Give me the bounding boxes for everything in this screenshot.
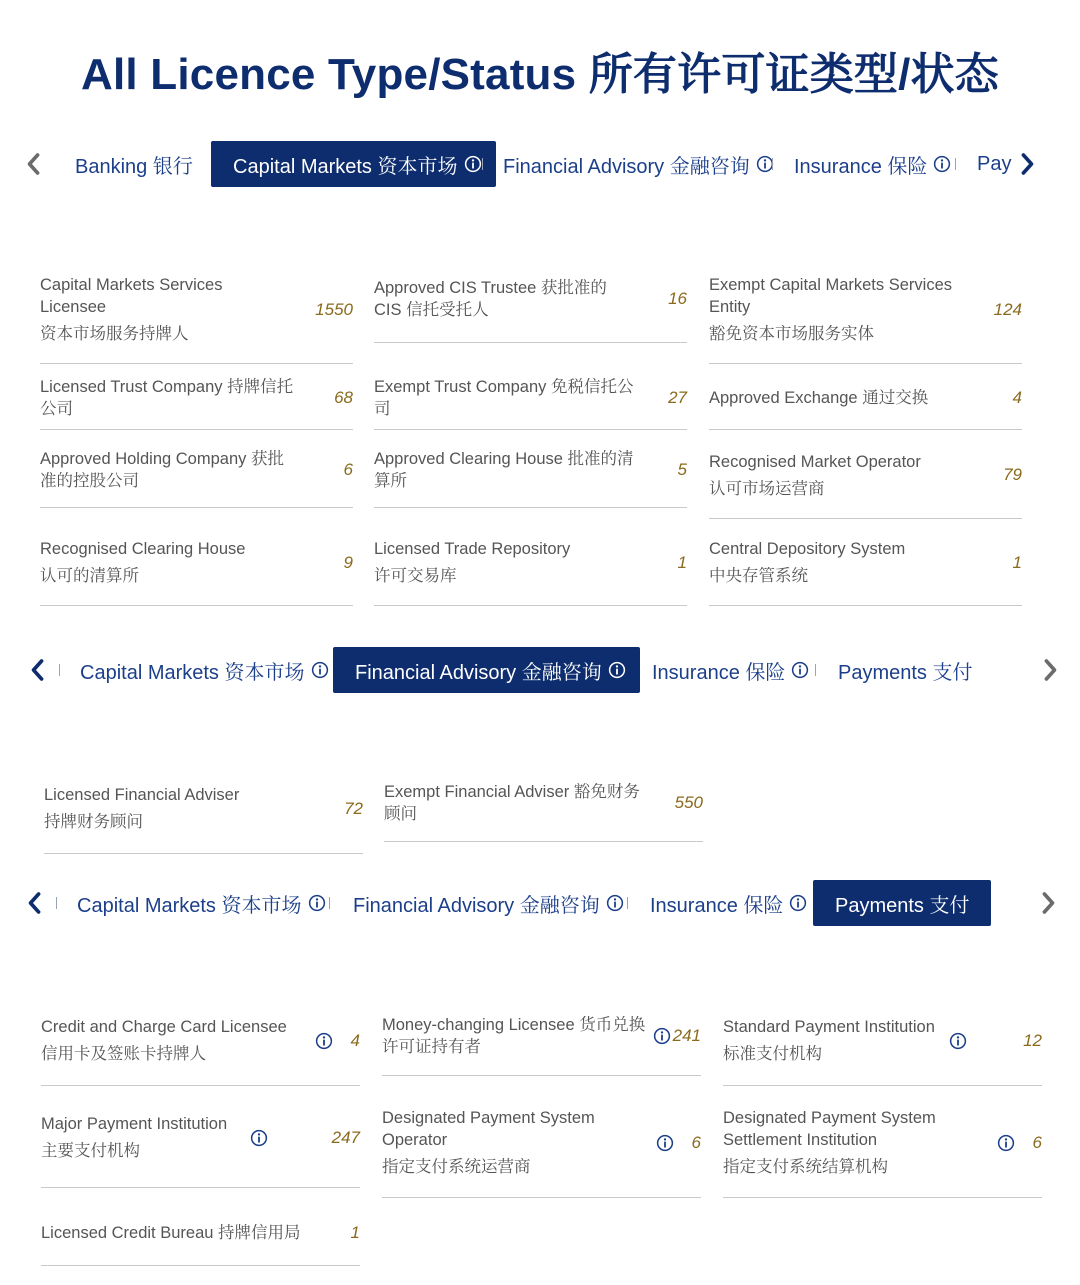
tab-financial-advisory[interactable] bbox=[333, 647, 640, 693]
tab-banking[interactable] bbox=[75, 141, 193, 187]
tab-label: Financial Advisory 金融咨询 bbox=[353, 894, 600, 917]
licence-card[interactable] bbox=[374, 256, 687, 343]
licence-card[interactable] bbox=[41, 1088, 360, 1188]
licence-count: 6 bbox=[1032, 1132, 1042, 1152]
chevron-left-icon bbox=[26, 890, 44, 916]
scroll-right-button[interactable] bbox=[1036, 645, 1064, 695]
licence-count: 247 bbox=[331, 1127, 360, 1147]
scroll-right-button[interactable] bbox=[1034, 878, 1062, 928]
licence-name-zh: 信用卡及签账卡持牌人 bbox=[41, 1045, 206, 1063]
licence-card[interactable] bbox=[374, 366, 687, 430]
info-icon[interactable] bbox=[949, 1032, 967, 1050]
licence-count: 550 bbox=[674, 792, 703, 812]
tab-divider bbox=[329, 897, 330, 909]
licence-name-en: Licensed Trade Repository bbox=[374, 540, 571, 558]
licence-name-en: Central Depository System bbox=[709, 540, 906, 558]
licence-count: 5 bbox=[677, 459, 687, 479]
chevron-left-icon bbox=[25, 151, 43, 177]
licence-count: 1 bbox=[1012, 552, 1022, 572]
tab-divider bbox=[56, 897, 57, 909]
licence-name: Approved Exchange 通过交换 bbox=[709, 388, 929, 407]
info-icon[interactable] bbox=[315, 1032, 333, 1050]
tab-label: Banking 银行 bbox=[75, 155, 193, 178]
licence-card[interactable] bbox=[41, 996, 360, 1086]
licence-count: 27 bbox=[668, 387, 687, 407]
licence-count: 79 bbox=[1003, 465, 1022, 484]
tab-insurance[interactable] bbox=[652, 647, 809, 693]
licence-name-en: Capital Markets Services Licensee bbox=[40, 276, 223, 316]
info-icon[interactable] bbox=[789, 894, 807, 912]
licence-count: 6 bbox=[343, 459, 353, 479]
licence-name: Approved CIS Trustee 获批准的 CIS 信托受托人 bbox=[374, 279, 607, 319]
licence-count: 12 bbox=[1023, 1030, 1042, 1050]
licence-name-en: Standard Payment Institution bbox=[723, 1018, 935, 1036]
licence-count: 9 bbox=[343, 552, 353, 572]
chevron-left-icon bbox=[29, 657, 47, 683]
licence-count: 1550 bbox=[315, 299, 353, 319]
tab-payments-partial[interactable] bbox=[977, 141, 1011, 187]
licence-card[interactable] bbox=[384, 764, 703, 842]
licence-card[interactable] bbox=[41, 1200, 360, 1266]
info-icon[interactable] bbox=[997, 1134, 1015, 1152]
tab-label: Payments 支付 bbox=[835, 894, 970, 917]
licence-name: Approved Holding Company 获批准的控股公司 bbox=[40, 449, 284, 490]
licence-card[interactable] bbox=[40, 256, 353, 364]
info-icon[interactable] bbox=[464, 155, 482, 173]
licence-card[interactable] bbox=[709, 520, 1022, 606]
licence-card[interactable] bbox=[40, 432, 353, 508]
info-icon[interactable] bbox=[308, 894, 326, 912]
licence-name-zh: 持牌财务顾问 bbox=[44, 813, 143, 831]
tab-divider bbox=[815, 664, 816, 676]
licence-name-en: Recognised Market Operator bbox=[709, 452, 921, 471]
licence-name-en: Recognised Clearing House bbox=[40, 540, 246, 558]
licence-name-en: Exempt Capital Markets Services Entity bbox=[709, 276, 952, 316]
tab-label: Capital Markets 资本市场 bbox=[77, 894, 302, 917]
licence-count: 241 bbox=[672, 1025, 701, 1045]
chevron-right-icon bbox=[1018, 151, 1036, 177]
licence-card[interactable] bbox=[723, 996, 1042, 1086]
tab-label: Financial Advisory 金融咨询 bbox=[355, 661, 602, 684]
licence-card[interactable] bbox=[44, 764, 363, 854]
licence-count: 124 bbox=[993, 299, 1022, 319]
licence-name: Licensed Credit Bureau 持牌信用局 bbox=[41, 1223, 301, 1242]
licence-card[interactable] bbox=[709, 432, 1022, 519]
tab-label: Insurance 保险 bbox=[652, 661, 786, 684]
licence-name-zh: 资本市场服务持牌人 bbox=[40, 325, 189, 343]
tab-divider bbox=[955, 158, 956, 170]
licence-card[interactable] bbox=[723, 1088, 1042, 1198]
info-icon[interactable] bbox=[933, 155, 951, 173]
licence-count: 1 bbox=[350, 1222, 360, 1242]
info-icon[interactable] bbox=[656, 1134, 674, 1152]
licence-card[interactable] bbox=[374, 432, 687, 508]
info-icon[interactable] bbox=[311, 661, 329, 679]
tab-divider bbox=[627, 897, 628, 909]
licence-card[interactable] bbox=[382, 1088, 701, 1198]
licence-name-zh: 认可市场运营商 bbox=[709, 479, 825, 498]
tab-label: Insurance 保险 bbox=[794, 155, 928, 178]
licence-name: Exempt Trust Company 免税信托公司 bbox=[374, 377, 634, 418]
info-icon[interactable] bbox=[791, 661, 809, 679]
tab-label: Financial Advisory 金融咨询 bbox=[503, 155, 750, 178]
info-icon[interactable] bbox=[250, 1129, 268, 1147]
tab-capital-markets[interactable] bbox=[77, 880, 326, 926]
tab-financial-advisory[interactable] bbox=[353, 880, 624, 926]
licence-count: 1 bbox=[677, 552, 687, 572]
licence-name: Approved Clearing House 批准的清算所 bbox=[374, 449, 634, 490]
tab-divider bbox=[59, 664, 60, 676]
licence-name-en: Designated Payment System Settlement Institution bbox=[723, 1109, 936, 1149]
licence-name-zh: 许可交易库 bbox=[374, 567, 457, 585]
licence-name-zh: 认可的清算所 bbox=[40, 567, 139, 585]
tab-divider bbox=[772, 158, 773, 170]
chevron-right-icon bbox=[1039, 890, 1057, 916]
licence-name-zh: 指定支付系统运营商 bbox=[382, 1158, 531, 1176]
licence-name-en: Credit and Charge Card Licensee bbox=[41, 1018, 287, 1036]
licence-name-en: Major Payment Institution bbox=[41, 1115, 228, 1133]
licence-card[interactable] bbox=[709, 366, 1022, 430]
licence-card[interactable] bbox=[374, 520, 687, 606]
tab-label: Payments 支付 bbox=[838, 661, 973, 684]
tab-strip-2 bbox=[0, 645, 1080, 695]
tab-capital-markets[interactable] bbox=[211, 141, 496, 187]
licence-count: 4 bbox=[1012, 387, 1022, 407]
licence-count: 72 bbox=[344, 798, 363, 818]
scroll-right-button[interactable] bbox=[1013, 139, 1041, 189]
tab-insurance[interactable] bbox=[794, 141, 951, 187]
page-title: All Licence Type/Status 所有许可证类型/状态 bbox=[81, 50, 999, 99]
licence-name-zh: 标准支付机构 bbox=[723, 1045, 822, 1063]
licence-name-zh: 指定支付系统结算机构 bbox=[723, 1158, 888, 1176]
tab-label: Capital Markets 资本市场 bbox=[80, 661, 305, 684]
tab-capital-markets[interactable] bbox=[80, 647, 329, 693]
licence-count: 16 bbox=[668, 289, 687, 308]
licence-card[interactable] bbox=[40, 366, 353, 430]
licence-name: Exempt Financial Adviser 豁免财务顾问 bbox=[384, 782, 640, 823]
tab-strip-1 bbox=[0, 139, 1080, 189]
info-icon[interactable] bbox=[653, 1027, 671, 1045]
tab-divider bbox=[482, 158, 483, 170]
licence-count: 6 bbox=[691, 1132, 701, 1152]
tab-financial-advisory[interactable] bbox=[503, 141, 774, 187]
licence-name-zh: 主要支付机构 bbox=[41, 1142, 140, 1160]
tab-label: Insurance 保险 bbox=[650, 894, 784, 917]
info-icon[interactable] bbox=[608, 661, 626, 679]
tab-label: Capital Markets 资本市场 bbox=[233, 155, 458, 178]
licence-count: 4 bbox=[350, 1030, 360, 1050]
licence-card[interactable] bbox=[709, 256, 1022, 364]
licence-name: Licensed Trust Company 持牌信托公司 bbox=[40, 377, 294, 418]
licence-name-zh: 中央存管系统 bbox=[709, 567, 808, 585]
scroll-left-button[interactable] bbox=[21, 878, 49, 928]
licence-card[interactable] bbox=[382, 996, 701, 1076]
tab-payments[interactable] bbox=[813, 880, 991, 926]
licence-name: Money-changing Licensee 货币兑换许可证持有者 bbox=[382, 1015, 646, 1056]
tab-strip-3 bbox=[0, 878, 1080, 928]
info-icon[interactable] bbox=[606, 894, 624, 912]
licence-card[interactable] bbox=[40, 520, 353, 606]
tab-label: Pay bbox=[977, 152, 1012, 175]
tab-insurance[interactable] bbox=[650, 880, 807, 926]
chevron-right-icon bbox=[1041, 657, 1059, 683]
licence-count: 68 bbox=[334, 387, 353, 407]
scroll-left-button[interactable] bbox=[20, 139, 48, 189]
licence-name-en: Designated Payment System Operator bbox=[382, 1109, 595, 1149]
tab-payments[interactable] bbox=[838, 647, 972, 693]
scroll-left-button[interactable] bbox=[24, 645, 52, 695]
licence-name-en: Licensed Financial Adviser bbox=[44, 786, 240, 804]
licence-name-zh: 豁免资本市场服务实体 bbox=[709, 325, 874, 343]
